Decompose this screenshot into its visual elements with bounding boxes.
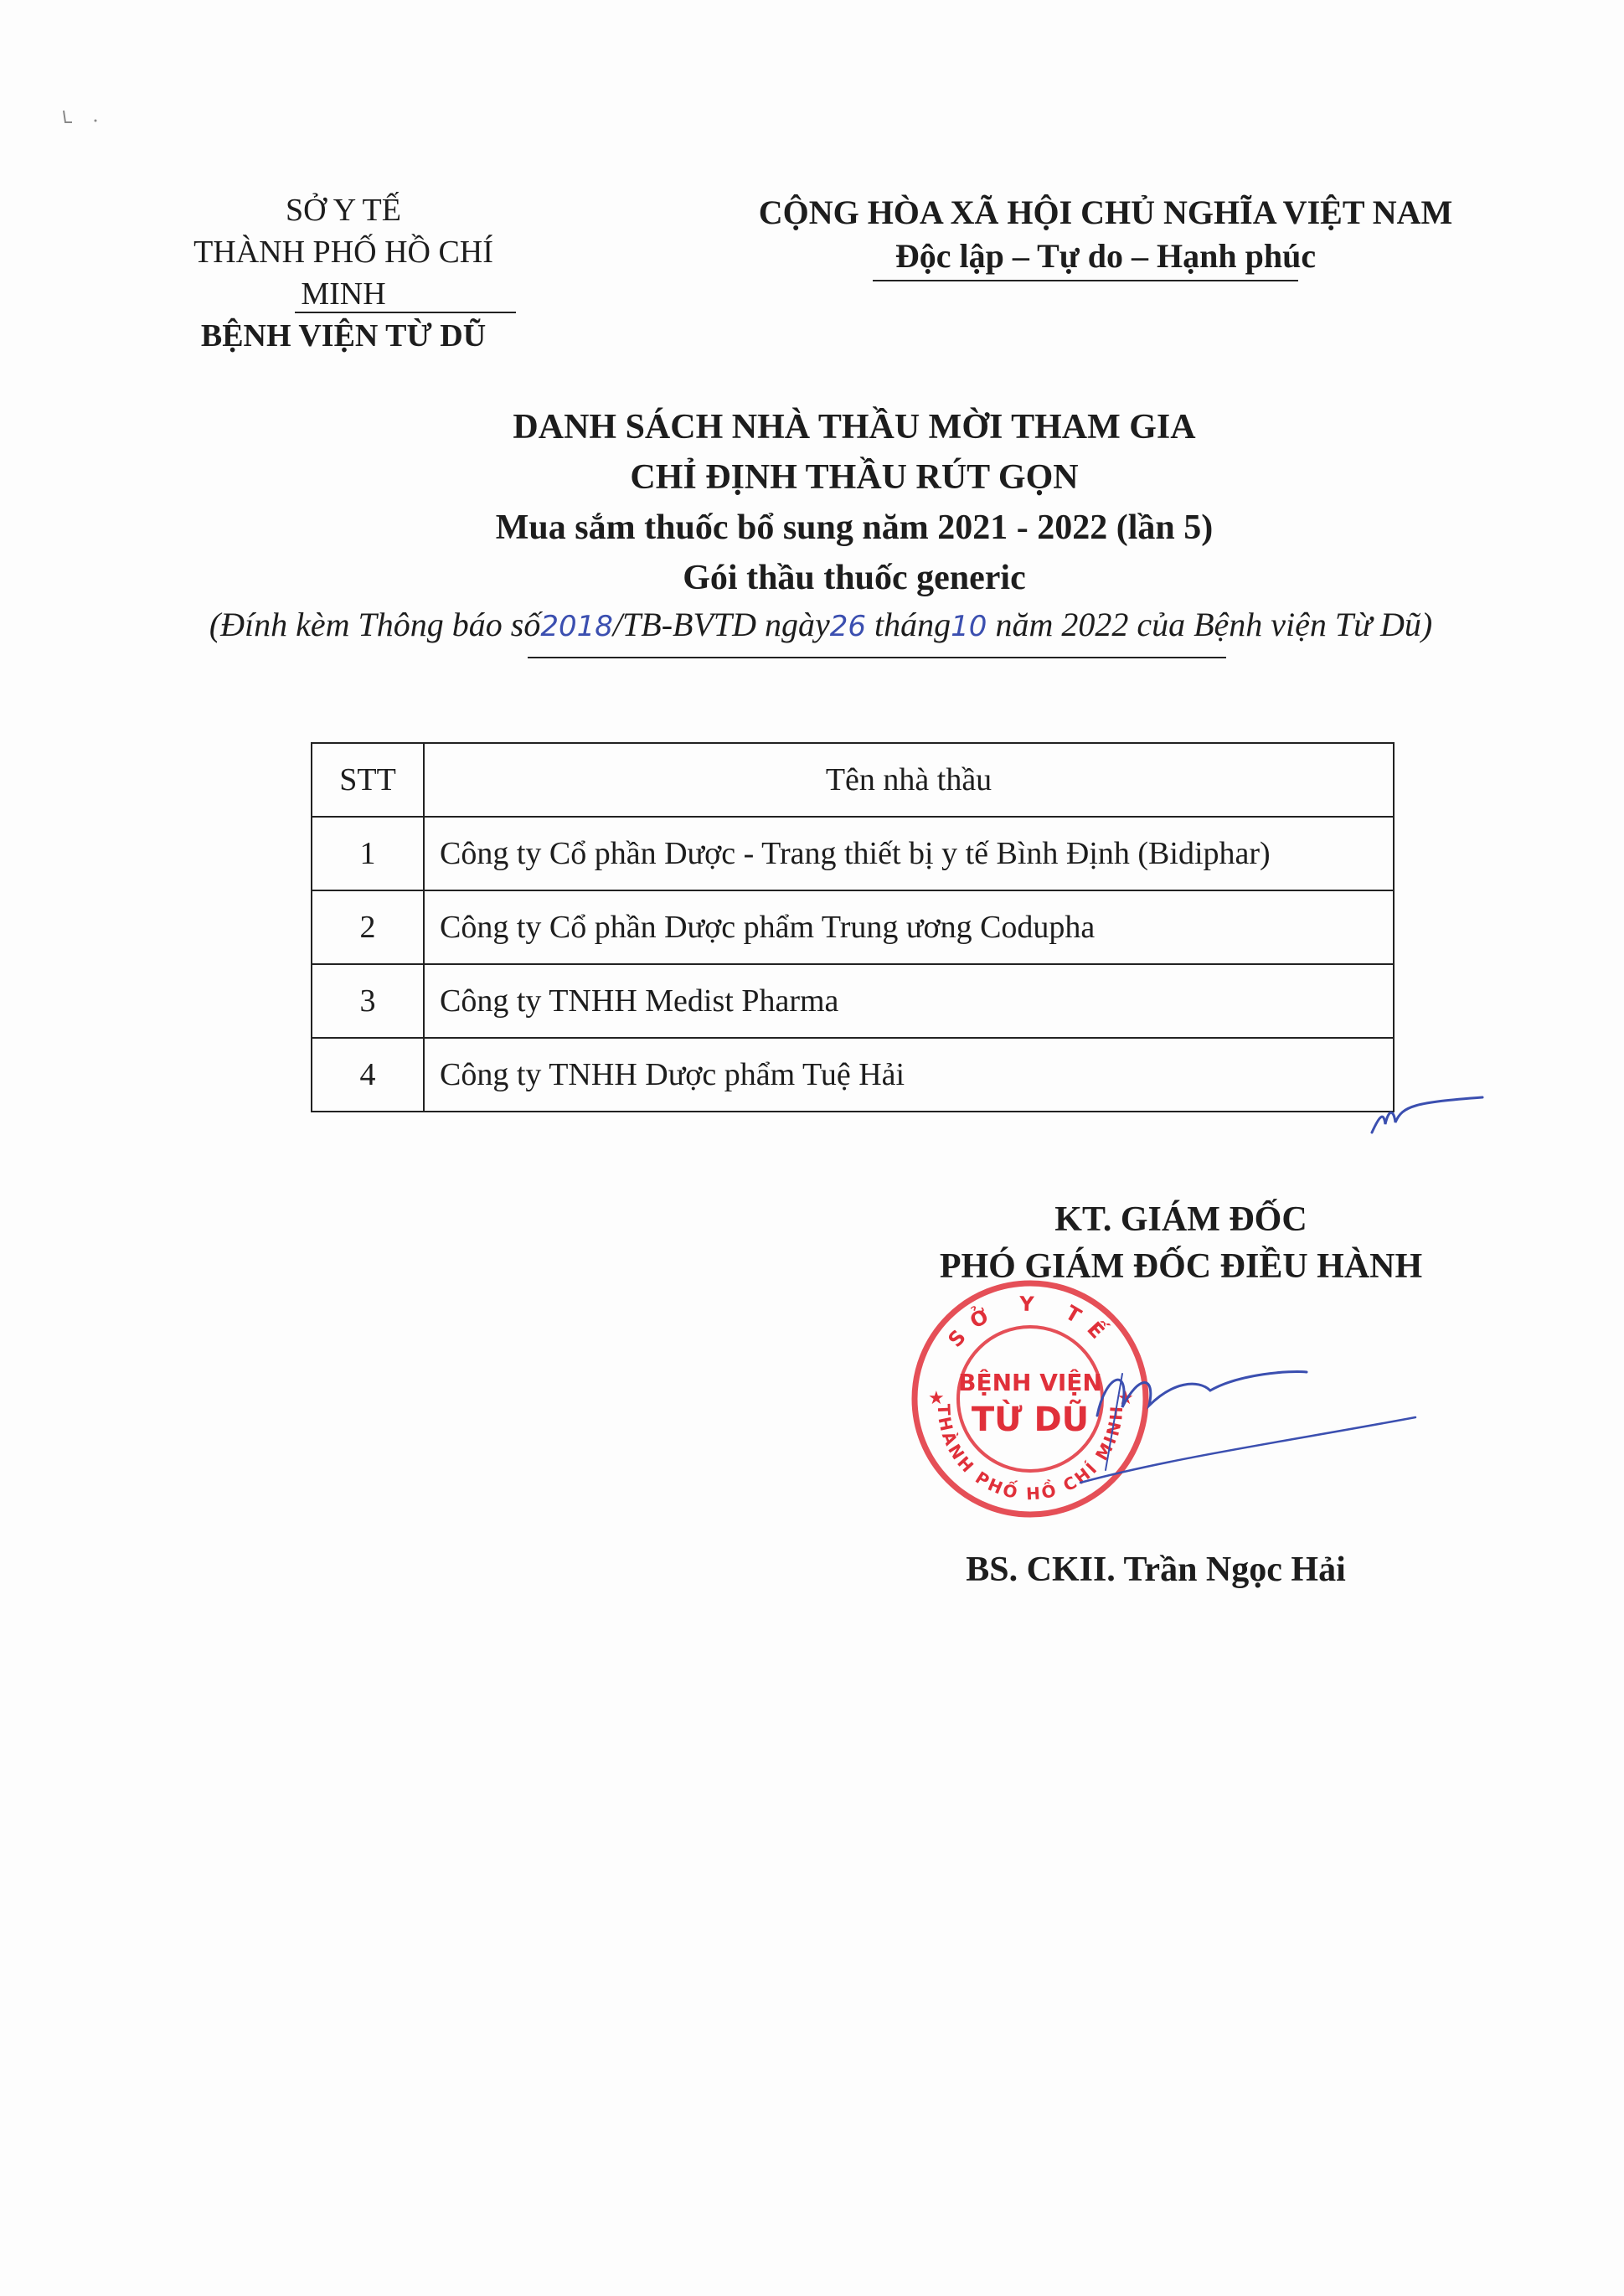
- bidder-table: [311, 742, 1395, 1112]
- seal-star-right: ★: [1117, 1387, 1134, 1408]
- initials-mark: [1365, 1081, 1491, 1139]
- issuer-underline: [295, 312, 516, 313]
- attachment-prefix: (Đính kèm Thông báo số: [209, 606, 541, 643]
- notice-month: 10: [951, 610, 987, 643]
- national-motto: Độc lập – Tự do – Hạnh phúc: [894, 237, 1317, 275]
- table-row: [312, 1038, 1394, 1112]
- table-row: [312, 964, 1394, 1038]
- attachment-mid-1: /TB-BVTD ngày: [612, 606, 830, 643]
- notice-number: 2018: [540, 610, 613, 643]
- issuer-header: [159, 189, 528, 357]
- row-bidder-name: Công ty Cổ phần Dược - Trang thiết bị y tế Bình Định (Bidiphar): [424, 817, 1394, 890]
- title-line-4: Gói thầu thuốc generic: [683, 559, 1026, 597]
- row-stt: 4: [312, 1038, 424, 1112]
- issuer-hospital: BỆNH VIỆN TỪ DŨ: [200, 318, 487, 353]
- seal-center-line-1: BỆNH VIỆN: [958, 1369, 1102, 1396]
- national-header: [687, 191, 1524, 278]
- signer-role-2: PHÓ GIÁM ĐỐC ĐIỀU HÀNH: [939, 1247, 1423, 1286]
- table-header-row: [312, 743, 1394, 817]
- row-bidder-name: Công ty TNHH Medist Pharma: [424, 964, 1394, 1038]
- signer-name: BS. CKII. Trần Ngọc Hải: [966, 1550, 1346, 1589]
- seal-bottom-text: THÀNH PHỐ HỒ CHÍ MINH: [933, 1403, 1127, 1504]
- title-line-2: CHỈ ĐỊNH THẦU RÚT GỌN: [630, 458, 1079, 497]
- issuer-city: THÀNH PHỐ HỒ CHÍ MINH: [193, 235, 493, 312]
- column-header-bidder-name: Tên nhà thầu: [424, 743, 1394, 817]
- notice-day: 26: [829, 610, 867, 643]
- row-bidder-name: Công ty TNHH Dược phẩm Tuệ Hải: [424, 1038, 1394, 1112]
- table-row: [312, 817, 1394, 890]
- title-line-3: Mua sắm thuốc bổ sung năm 2021 - 2022 (lần 5): [495, 508, 1214, 547]
- seal-top-text: SỞ Y TẾ: [943, 1292, 1117, 1352]
- row-stt: 2: [312, 890, 424, 964]
- attachment-underline: [528, 657, 1226, 658]
- issuer-department: SỞ Y TẾ: [286, 193, 401, 228]
- scan-mark: [59, 104, 109, 129]
- table-row: [312, 890, 1394, 964]
- row-bidder-name: Công ty Cổ phần Dược phẩm Trung ương Codupha: [424, 890, 1394, 964]
- seal-center-line-2: TỪ DŨ: [971, 1401, 1090, 1439]
- handwritten-signature: [1072, 1323, 1424, 1491]
- row-stt: 1: [312, 817, 424, 890]
- national-name: CỘNG HÒA XÃ HỘI CHỦ NGHĨA VIỆT NAM: [758, 193, 1453, 231]
- signer-role-1: KT. GIÁM ĐỐC: [1054, 1200, 1307, 1239]
- attachment-reference: [84, 605, 1558, 644]
- attachment-mid-2: tháng: [866, 606, 951, 643]
- document-title: [168, 402, 1541, 603]
- seal-star-left: ★: [928, 1387, 945, 1408]
- attachment-suffix: năm 2022 của Bệnh viện Từ Dũ): [987, 606, 1433, 643]
- column-header-stt: STT: [312, 743, 424, 817]
- title-line-1: DANH SÁCH NHÀ THẦU MỜI THAM GIA: [513, 408, 1196, 446]
- motto-underline: [873, 280, 1298, 281]
- row-stt: 3: [312, 964, 424, 1038]
